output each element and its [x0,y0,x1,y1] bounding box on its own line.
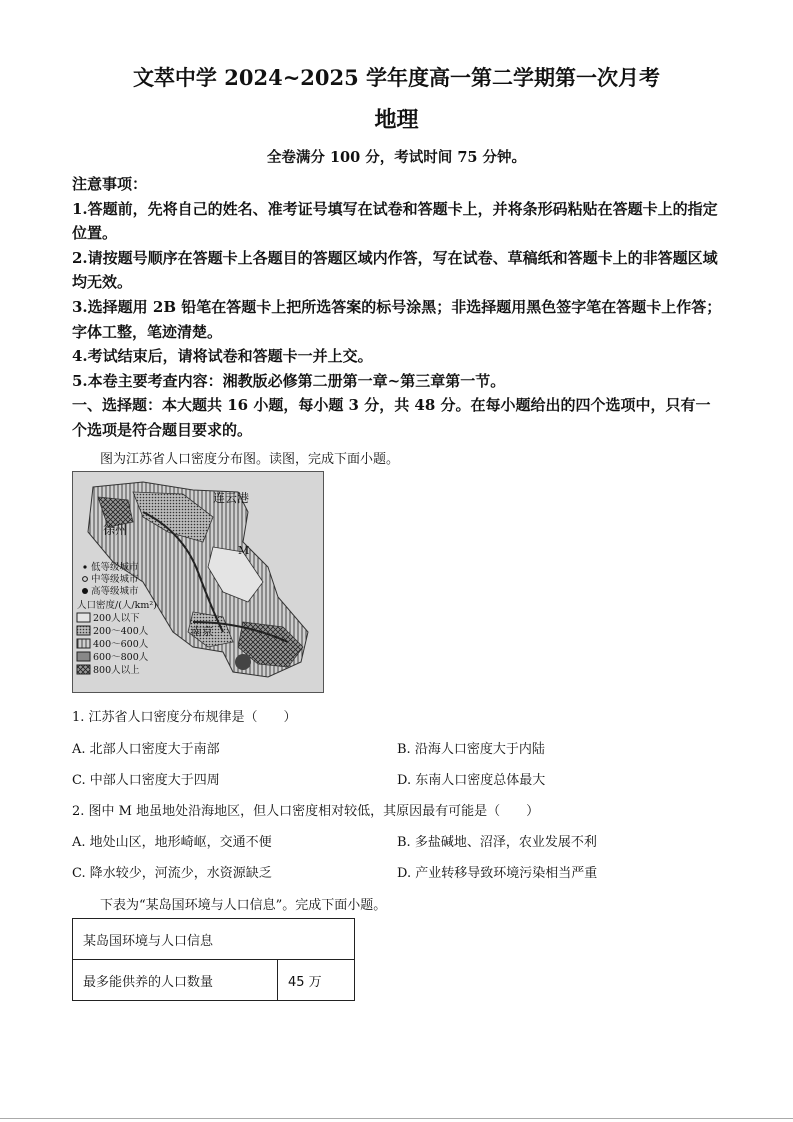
map-label-xuzhou: 徐州 [103,523,128,537]
legend-swatch-1 [77,613,90,622]
note-item: 4.考试结束后，请将试卷和答题卡一并上交。 [72,347,373,366]
map-intro: 图为江苏省人口密度分布图。读图，完成下面小题。 [100,452,400,467]
legend-high-city: 高等级城市 [91,586,139,597]
question-1-option-d[interactable]: D. 东南人口密度总体最大 [397,773,546,788]
note-item: 3.选择题用 2B 铅笔在答题卡上把所选答案的标号涂黑；非选择题用黑色签字笔在答题卡上作答；字体工整，笔迹清楚。 [72,297,722,341]
subject-title: 地理 [374,107,419,133]
legend-d3: 400～600人 [93,639,149,650]
legend-d1: 200人以下 [93,613,140,624]
legend-swatch-5 [77,665,90,674]
map-label-m: M [238,544,250,557]
high-city-marker [82,588,88,594]
section-heading: 一、选择题：本大题共 16 小题，每小题 3 分，共 48 分。在每小题给出的四个选项中，只有一个选项是符合题目要求的。 [72,396,711,439]
question-2-option-d[interactable]: D. 产业转移导致环境污染相当严重 [397,866,598,881]
page-bottom-rule [0,1118,793,1119]
legend-density-title: 人口密度/(人/km²) [77,600,157,611]
low-city-marker [83,565,86,568]
question-1-option-c[interactable]: C. 中部人口密度大于四周 [72,773,220,788]
note-item: 5.本卷主要考查内容：湘教版必修第二册第一章~第三章第一节。 [72,371,506,390]
question-1-option-a[interactable]: A. 北部人口密度大于南部 [72,742,220,757]
question-1-option-b[interactable]: B. 沿海人口密度大于内陆 [397,742,545,757]
note-item: 2.请按题号顺序在答题卡上各题目的答题区域内作答，写在试卷、草稿纸和答题卡上的非答题区域均无效。 [72,248,718,292]
table-header-cell: 某岛国环境与人口信息 [73,919,355,960]
question-2-stem: 2. 图中 M 地虽地处沿海地区，但人口密度相对较低，其原因最有可能是（ ） [72,804,540,819]
jiangsu-density-map [72,471,324,693]
map-label-lianyungang: 连云港 [213,491,250,505]
question-2-option-b[interactable]: B. 多盐碱地、沼泽，农业发展不利 [397,835,597,850]
table-row-value: 45 万 [278,960,355,1001]
notes-block [72,172,722,393]
question-1-stem: 1. 江苏省人口密度分布规律是（ ） [72,710,297,725]
question-2-option-c[interactable]: C. 降水较少，河流少，水资源缺乏 [72,866,272,881]
map-label-nanjing: 南京 [191,625,213,638]
exam-title: 文萃中学 2024~2025 学年度高一第二学期第一次月考 [132,65,661,90]
map-graphic [73,472,323,692]
legend-d2: 200～400人 [93,626,149,637]
legend-swatch-3 [77,639,90,648]
legend-swatch-4 [77,652,90,661]
exam-info: 全卷满分 100 分，考试时间 75 分钟。 [266,149,527,166]
legend-d5: 800人以上 [93,665,140,676]
legend-d4: 600～800人 [93,652,149,663]
legend-mid-city: 中等级城市 [91,574,139,585]
table-row-label: 最多能供养的人口数量 [73,960,278,1001]
note-item: 1.答题前，先将自己的姓名、准考证号填写在试卷和答题卡上，并将条形码粘贴在答题卡上的指定位置。 [72,199,718,243]
table-intro: 下表为“某岛国环境与人口信息”。完成下面小题。 [100,898,387,913]
legend-swatch-2 [77,626,90,635]
island-info-table [72,918,355,1001]
question-2-option-a[interactable]: A. 地处山区，地形崎岖，交通不便 [72,835,272,850]
notes-heading: 注意事项： [72,175,148,193]
legend-low-city: 低等级城市 [91,562,139,573]
